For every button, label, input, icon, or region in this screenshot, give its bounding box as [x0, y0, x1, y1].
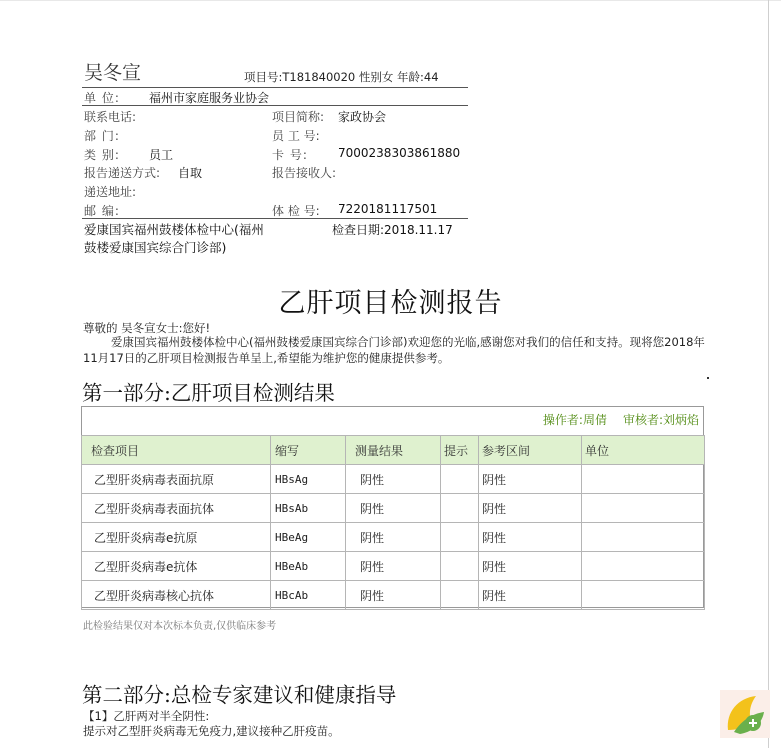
address-label: 递送地址: [84, 185, 137, 199]
col-header-result: 测量结果 [346, 436, 441, 465]
row-abbr: HBeAg [271, 523, 346, 552]
postcode-label: 邮 编: [84, 204, 120, 218]
category-value: 员工 [149, 148, 174, 162]
table-row [82, 581, 705, 610]
col-header-item: 检查项目 [82, 436, 271, 465]
category-label: 类 别: [84, 148, 120, 162]
project-info-line: 项目号:T181840020 性别女 年龄:44 [244, 70, 439, 84]
card-value: 7000238303861880 [338, 146, 461, 160]
row-ref: 阴性 [479, 523, 582, 552]
table-row [82, 523, 705, 552]
unit-value: 福州市家庭服务业协会 [149, 91, 270, 105]
col-header-abbr: 缩写 [271, 436, 346, 465]
section2-title: 第二部分:总检专家建议和健康指导 [82, 683, 397, 707]
patient-name: 吴冬宣 [84, 62, 142, 84]
receiver-label: 报告接收人: [272, 166, 337, 180]
row-ref: 阴性 [479, 581, 582, 610]
row-item: 乙型肝炎病毒e抗原 [82, 523, 271, 552]
row-unit [582, 523, 705, 552]
dept-label: 部 门: [84, 129, 120, 143]
exam-no-label: 体 检 号: [272, 204, 320, 218]
page-top-edge [0, 0, 781, 1]
row-hint [441, 494, 479, 523]
operator: 操作者:周倩 [542, 413, 607, 427]
row-result: 阴性 [346, 523, 441, 552]
row-result: 阴性 [346, 552, 441, 581]
col-header-ref: 参考区间 [479, 436, 582, 465]
operator-line [541, 411, 699, 428]
delivery-label: 报告递送方式: [84, 166, 161, 180]
stray-dot [707, 377, 709, 379]
row-unit [582, 552, 705, 581]
page-right-edge [768, 0, 769, 748]
row-item: 乙型肝炎病毒核心抗体 [82, 581, 271, 610]
row-hint [441, 552, 479, 581]
exam-no-value: 7220181117501 [338, 202, 438, 216]
card-label: 卡 号: [272, 148, 308, 162]
row-abbr: HBeAb [271, 552, 346, 581]
row-item: 乙型肝炎病毒e抗体 [82, 552, 271, 581]
table-row [82, 494, 705, 523]
advice-text: 提示对乙型肝炎病毒无免疫力,建议接种乙肝疫苗。 [83, 724, 340, 738]
col-header-unit: 单位 [582, 436, 705, 465]
unit-rule [82, 105, 468, 106]
row-ref: 阴性 [479, 494, 582, 523]
greeting: 尊敬的 吴冬宣女士:您好! [83, 321, 211, 335]
section1-title: 第一部分:乙肝项目检测结果 [82, 381, 335, 405]
leaf-logo-icon [720, 690, 770, 738]
table-row [82, 465, 705, 494]
row-hint [441, 581, 479, 610]
phone-label: 联系电话: [84, 110, 137, 124]
row-unit [582, 465, 705, 494]
row-ref: 阴性 [479, 465, 582, 494]
disclaimer: 此检验结果仅对本次标本负责,仅供临床参考 [83, 621, 277, 632]
table-header-row [82, 436, 705, 465]
row-unit [582, 494, 705, 523]
row-result: 阴性 [346, 494, 441, 523]
row-hint [441, 465, 479, 494]
row-abbr: HBsAb [271, 494, 346, 523]
col-header-hint: 提示 [441, 436, 479, 465]
intro-paragraph: 爱康国宾福州鼓楼体检中心(福州鼓楼爱康国宾综合门诊部)欢迎您的光临,感谢您对我们的信任和支持。现将您2018年11月17日的乙肝项目检测报告单呈上,希望能为维护您的健康提供参考。 [83, 335, 705, 365]
exam-date: 检查日期:2018.11.17 [332, 223, 453, 237]
row-abbr: HBcAb [271, 581, 346, 610]
row-result: 阴性 [346, 465, 441, 494]
results-panel [81, 406, 704, 608]
row-unit [582, 581, 705, 610]
row-abbr: HBsAg [271, 465, 346, 494]
project-abbr-label: 项目简称: [272, 110, 325, 124]
unit-label: 单 位: [84, 91, 120, 105]
exam-center-name: 爱康国宾福州鼓楼体检中心(福州鼓楼爱康国宾综合门诊部) [84, 222, 264, 255]
header-rule [82, 87, 468, 88]
row-result: 阴性 [346, 581, 441, 610]
row-hint [441, 523, 479, 552]
table-row [82, 552, 705, 581]
row-item: 乙型肝炎病毒表面抗原 [82, 465, 271, 494]
results-table [81, 435, 705, 610]
row-ref: 阴性 [479, 552, 582, 581]
report-title: 乙肝项目检测报告 [278, 288, 503, 319]
employee-no-label: 员 工 号: [272, 129, 320, 143]
info-bottom-rule [82, 218, 468, 219]
project-abbr-value: 家政协会 [338, 110, 387, 124]
reviewer: 审核者:刘炳焰 [622, 413, 699, 427]
row-item: 乙型肝炎病毒表面抗体 [82, 494, 271, 523]
delivery-value: 自取 [178, 166, 203, 180]
advice-heading: 【1】乙肝两对半全阴性: [83, 709, 210, 723]
